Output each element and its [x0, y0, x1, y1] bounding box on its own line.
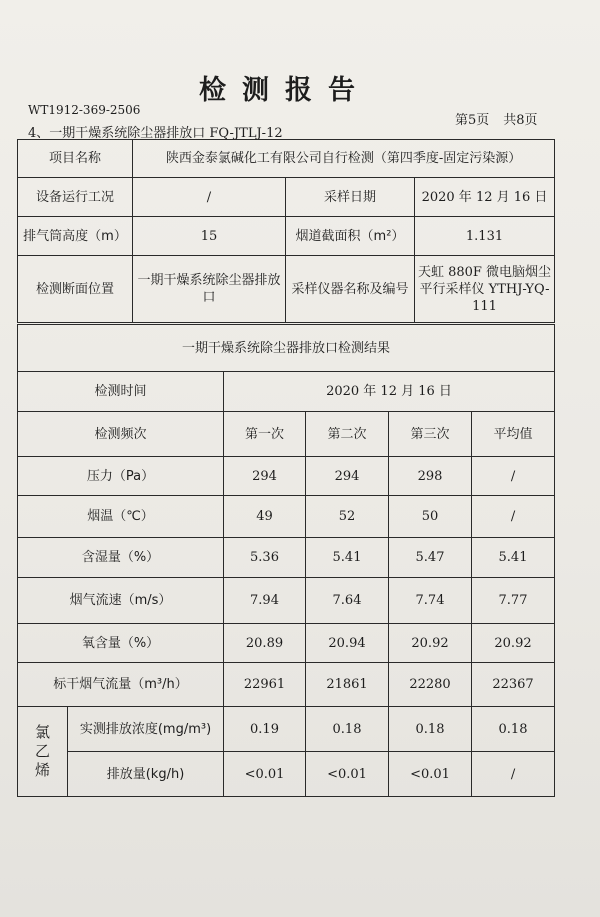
- table-row: [18, 496, 555, 538]
- cell: 5.47: [389, 538, 472, 578]
- row-label: 烟温（℃）: [18, 496, 224, 538]
- page-label: 第5页: [455, 113, 490, 128]
- results-table: [17, 324, 555, 797]
- row-label: 烟气流速（m/s）: [18, 578, 224, 624]
- cell: <0.01: [389, 752, 472, 797]
- time-row: [18, 372, 555, 412]
- sampling-date-label: 采样日期: [286, 178, 415, 217]
- column-header: 第三次: [389, 412, 472, 457]
- total-pages-label: 共8页: [503, 113, 538, 128]
- cell: 0.18: [306, 707, 389, 752]
- cell: 294: [224, 457, 306, 496]
- column-header: 平均值: [472, 412, 555, 457]
- cell: 22961: [224, 663, 306, 707]
- cell: 0.18: [389, 707, 472, 752]
- table-row: [18, 663, 555, 707]
- table-row: [18, 538, 555, 578]
- cell: 5.41: [472, 538, 555, 578]
- cell: 20.89: [224, 624, 306, 663]
- cell: 0.18: [472, 707, 555, 752]
- row-label: 实测排放浓度(mg/m³): [68, 707, 224, 752]
- pollutant-row: [18, 752, 555, 797]
- cell: 50: [389, 496, 472, 538]
- cell: 5.41: [306, 538, 389, 578]
- operation-value: /: [133, 178, 286, 217]
- cell: /: [472, 457, 555, 496]
- cell: 0.19: [224, 707, 306, 752]
- pollutant-row: [18, 707, 555, 752]
- pollutant-char: 乙: [34, 742, 50, 760]
- info-table: [17, 139, 555, 323]
- project-value: 陕西金泰氯碱化工有限公司自行检测（第四季度-固定污染源）: [133, 140, 555, 178]
- cell: 7.74: [389, 578, 472, 624]
- cell: /: [472, 752, 555, 797]
- cell: 294: [306, 457, 389, 496]
- location-label: 检测断面位置: [18, 256, 133, 323]
- cell: /: [472, 496, 555, 538]
- instrument-label: 采样仪器名称及编号: [286, 256, 415, 323]
- info-row-operation: [18, 178, 555, 217]
- cell: 298: [389, 457, 472, 496]
- column-header: 第二次: [306, 412, 389, 457]
- results-title-row: [18, 325, 555, 372]
- cell: 5.36: [224, 538, 306, 578]
- freq-label: 检测频次: [18, 412, 224, 457]
- time-label: 检测时间: [18, 372, 224, 412]
- row-label: 含湿量（%）: [18, 538, 224, 578]
- time-value: 2020 年 12 月 16 日: [224, 372, 555, 412]
- table-row: [18, 624, 555, 663]
- pollutant-char: 烯: [34, 761, 50, 779]
- cell: 20.92: [472, 624, 555, 663]
- info-row-stack: [18, 217, 555, 256]
- column-header: 第一次: [224, 412, 306, 457]
- freq-row: [18, 412, 555, 457]
- pollutant-name: [18, 707, 68, 797]
- cell: <0.01: [224, 752, 306, 797]
- cell: 22280: [389, 663, 472, 707]
- cell: 21861: [306, 663, 389, 707]
- table-row: [18, 457, 555, 496]
- project-label: 项目名称: [18, 140, 133, 178]
- instrument-value: 天虹 880F 微电脑烟尘平行采样仪 YTHJ-YQ-111: [415, 256, 555, 323]
- row-label: 压力（Pa）: [18, 457, 224, 496]
- row-label: 排放量(kg/h): [68, 752, 224, 797]
- info-row-location: [18, 256, 555, 323]
- cell: 22367: [472, 663, 555, 707]
- flue-area-label: 烟道截面积（m²）: [286, 217, 415, 256]
- cell: 52: [306, 496, 389, 538]
- info-row-project: [18, 140, 555, 178]
- row-label: 氧含量（%）: [18, 624, 224, 663]
- results-title: 一期干燥系统除尘器排放口检测结果: [18, 325, 555, 372]
- section-title: 4、一期干燥系统除尘器排放口 FQ-JTLJ-12: [28, 126, 283, 141]
- flue-area-value: 1.131: [415, 217, 555, 256]
- report-code: WT1912-369-2506: [28, 103, 141, 117]
- cell: <0.01: [306, 752, 389, 797]
- cell: 49: [224, 496, 306, 538]
- cell: 7.64: [306, 578, 389, 624]
- cell: 20.94: [306, 624, 389, 663]
- row-label: 标干烟气流量（m³/h）: [18, 663, 224, 707]
- page-number: [455, 109, 552, 128]
- sampling-date-value: 2020 年 12 月 16 日: [415, 178, 555, 217]
- stack-height-label: 排气筒高度（m）: [18, 217, 133, 256]
- stack-height-value: 15: [133, 217, 286, 256]
- cell: 7.94: [224, 578, 306, 624]
- report-title: 检测报告: [199, 75, 371, 106]
- cell: 7.77: [472, 578, 555, 624]
- location-value: 一期干燥系统除尘器排放口: [133, 256, 286, 323]
- cell: 20.92: [389, 624, 472, 663]
- table-row: [18, 578, 555, 624]
- pollutant-char: 氯: [34, 723, 50, 741]
- operation-label: 设备运行工况: [18, 178, 133, 217]
